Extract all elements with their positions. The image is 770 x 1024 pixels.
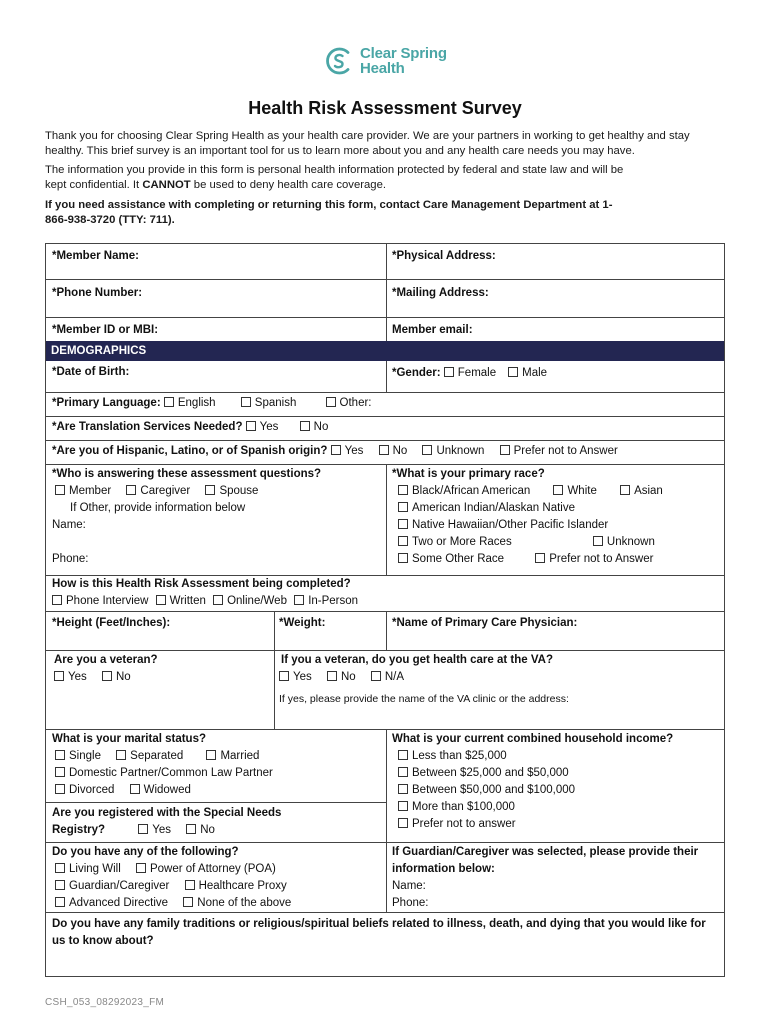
translation-yes-label: Yes <box>259 421 279 433</box>
legal-documents-question <box>52 844 382 912</box>
hispanic-unknown-checkbox[interactable] <box>422 445 432 455</box>
english-checkbox[interactable] <box>164 397 174 407</box>
va-yes-option[interactable] <box>279 671 312 683</box>
documents-proxy-label: Healthcare Proxy <box>198 880 287 892</box>
member-email-field[interactable]: Member email: <box>392 324 473 336</box>
language-label: *Primary Language: <box>52 397 161 409</box>
female-checkbox[interactable] <box>444 367 454 377</box>
documents-living-will-option[interactable] <box>55 863 121 875</box>
income-50k-100k-checkbox[interactable] <box>398 784 408 794</box>
income-less-25k-label: Less than $25,000 <box>412 750 507 762</box>
completion-phone-label: Phone Interview <box>66 595 149 607</box>
va-na-option[interactable] <box>371 671 404 683</box>
income-prefer-not-checkbox[interactable] <box>398 818 408 828</box>
race-unknown-checkbox[interactable] <box>593 536 603 546</box>
marital-married-label: Married <box>220 750 260 762</box>
assistance-contact: If you need assistance with completing or returning this form, contact Care Management Department at 1-866-938-3720 (TTY: 711). <box>45 199 613 226</box>
advanced-directive-checkbox[interactable] <box>55 897 65 907</box>
hispanic-prefer-not-label: Prefer not to Answer <box>513 445 618 457</box>
page-title: Health Risk Assessment Survey <box>248 98 522 118</box>
race-unknown-label: Unknown <box>606 536 655 548</box>
primary-language-question <box>52 395 722 412</box>
other-race-checkbox[interactable] <box>398 553 408 563</box>
race-prefer-not-checkbox[interactable] <box>535 553 545 563</box>
spanish-checkbox[interactable] <box>241 397 251 407</box>
va-no-label: No <box>340 671 356 683</box>
race-american-indian-option[interactable] <box>392 500 722 517</box>
language-spanish-label: Spanish <box>254 397 297 409</box>
language-spanish-option[interactable] <box>241 397 297 409</box>
va-na-label: N/A <box>384 671 405 683</box>
respondent-caregiver-option[interactable] <box>126 485 190 497</box>
race-black-label: Black/African American <box>412 485 531 497</box>
healthcare-proxy-checkbox[interactable] <box>185 880 195 890</box>
marital-divorced-option[interactable] <box>55 784 114 796</box>
race-two-or-more-option[interactable] <box>398 536 512 548</box>
documents-poa-option[interactable] <box>136 863 276 875</box>
income-over-100k-option[interactable] <box>392 799 722 816</box>
respondent-name-field[interactable]: Name: <box>52 519 86 531</box>
income-25k-50k-option[interactable] <box>392 765 722 782</box>
hispanic-unknown-label: Unknown <box>436 445 485 457</box>
hispanic-prefer-not-checkbox[interactable] <box>500 445 510 455</box>
income-over-100k-label: More than $100,000 <box>412 801 515 813</box>
marital-married-option[interactable] <box>206 750 259 762</box>
race-unknown-option[interactable] <box>593 536 655 548</box>
completion-in-person-option[interactable] <box>294 595 358 607</box>
marital-domestic-partner-label: Domestic Partner/Common Law Partner <box>69 767 273 779</box>
veteran-no-checkbox[interactable] <box>102 671 112 681</box>
veteran-yes-checkbox[interactable] <box>54 671 64 681</box>
completion-written-option[interactable] <box>156 595 206 607</box>
divorced-checkbox[interactable] <box>55 784 65 794</box>
brand-logo-icon <box>323 45 355 77</box>
race-prefer-not-label: Prefer not to Answer <box>549 553 654 565</box>
race-prefer-not-option[interactable] <box>535 553 653 565</box>
race-american-indian-label: American Indian/Alaskan Native <box>412 502 575 514</box>
hra-form-table <box>45 243 725 977</box>
date-of-birth-field[interactable]: *Date of Birth: <box>52 366 130 378</box>
respondent-phone-field[interactable]: Phone: <box>52 553 89 565</box>
completion-written-label: Written <box>169 595 206 607</box>
documents-label: Do you have any of the following? <box>52 846 239 858</box>
other-language-checkbox[interactable] <box>326 397 336 407</box>
respondent-label: *Who is answering these assessment questions? <box>52 468 322 480</box>
domestic-partner-checkbox[interactable] <box>55 767 65 777</box>
male-checkbox[interactable] <box>508 367 518 377</box>
race-black-option[interactable] <box>398 485 530 497</box>
special-needs-label: Are you registered with the Special Needs <box>52 807 282 819</box>
power-of-attorney-checkbox[interactable] <box>136 863 146 873</box>
documents-guardian-label: Guardian/Caregiver <box>69 880 170 892</box>
intro-p2-emphasis: CANNOT <box>142 178 191 191</box>
veteran-yes-option[interactable] <box>54 671 87 683</box>
income-prefer-not-option[interactable] <box>392 816 722 833</box>
hispanic-label: *Are you of Hispanic, Latino, or of Spanish origin? <box>52 445 328 457</box>
primary-care-physician-field[interactable]: *Name of Primary Care Physician: <box>392 617 578 629</box>
documents-advanced-directive-label: Advanced Directive <box>69 897 169 909</box>
in-person-checkbox[interactable] <box>294 595 304 605</box>
separated-checkbox[interactable] <box>116 750 126 760</box>
special-needs-yes-option[interactable] <box>138 824 171 836</box>
va-clinic-field[interactable]: If yes, please provide the name of the VA clinic or the address: <box>279 693 569 705</box>
mailing-address-field[interactable]: *Mailing Address: <box>392 287 489 299</box>
intro-paragraph-2 <box>45 163 645 192</box>
traditions-beliefs-field[interactable]: Do you have any family traditions or religious/spiritual beliefs related to illness, death, and dying that you would like for us to know about? <box>52 918 706 947</box>
brand-name <box>360 46 447 76</box>
pacific-islander-checkbox[interactable] <box>398 519 408 529</box>
marital-status-question <box>52 731 382 799</box>
none-checkbox[interactable] <box>183 897 193 907</box>
race-asian-label: Asian <box>634 485 663 497</box>
va-care-question <box>279 652 719 708</box>
documents-none-option[interactable] <box>183 897 291 909</box>
living-will-checkbox[interactable] <box>55 863 65 873</box>
respondent-spouse-option[interactable] <box>205 485 258 497</box>
race-asian-option[interactable] <box>620 485 663 497</box>
income-prefer-not-label: Prefer not to answer <box>412 818 516 830</box>
documents-proxy-option[interactable] <box>185 880 287 892</box>
va-no-option[interactable] <box>327 671 356 683</box>
completion-phone-option[interactable] <box>52 595 148 607</box>
veteran-no-option[interactable] <box>102 671 131 683</box>
hispanic-prefer-not-option[interactable] <box>500 445 618 457</box>
income-label: What is your current combined household income? <box>392 733 674 745</box>
race-question <box>392 466 722 568</box>
translation-label: *Are Translation Services Needed? <box>52 421 243 433</box>
intro-p2-text: The information you provide in this form is personal health information protected by federal and state law and will be kept confidential. It <box>45 164 624 191</box>
documents-none-label: None of the above <box>197 897 292 909</box>
hispanic-yes-label: Yes <box>344 445 364 457</box>
gender-male-option[interactable] <box>508 367 547 379</box>
language-english-option[interactable] <box>164 397 216 409</box>
member-checkbox[interactable] <box>55 485 65 495</box>
respondent-member-option[interactable] <box>55 485 111 497</box>
marital-label: What is your marital status? <box>52 733 207 745</box>
language-other-label: Other: <box>339 397 372 409</box>
special-needs-question <box>52 805 382 839</box>
va-no-checkbox[interactable] <box>327 671 337 681</box>
two-or-more-checkbox[interactable] <box>398 536 408 546</box>
phone-number-field[interactable]: *Phone Number: <box>52 287 143 299</box>
completion-label: How is this Health Risk Assessment being completed? <box>52 578 351 590</box>
marital-separated-label: Separated <box>130 750 184 762</box>
height-field[interactable]: *Height (Feet/Inches): <box>52 617 171 629</box>
spouse-checkbox[interactable] <box>205 485 215 495</box>
gender-label: *Gender: <box>392 367 441 379</box>
respondent-member-label: Member <box>69 485 112 497</box>
household-income-question <box>392 731 722 833</box>
documents-guardian-option[interactable] <box>55 880 169 892</box>
respondent-spouse-label: Spouse <box>219 485 259 497</box>
single-checkbox[interactable] <box>55 750 65 760</box>
married-checkbox[interactable] <box>206 750 216 760</box>
guardian-info-label: If Guardian/Caregiver was selected, please provide their information below: <box>392 846 699 875</box>
special-needs-yes-label: Yes <box>152 824 172 836</box>
special-needs-no-label: No <box>200 824 215 836</box>
va-na-checkbox[interactable] <box>371 671 381 681</box>
respondent-caregiver-label: Caregiver <box>140 485 191 497</box>
member-id-field[interactable]: *Member ID or MBI: <box>52 324 159 336</box>
completion-online-option[interactable] <box>213 595 287 607</box>
hispanic-yes-checkbox[interactable] <box>331 445 341 455</box>
marital-widowed-label: Widowed <box>143 784 191 796</box>
gender-female-option[interactable] <box>444 367 496 379</box>
race-white-label: White <box>567 485 597 497</box>
translation-question <box>52 419 722 436</box>
guardian-caregiver-checkbox[interactable] <box>55 880 65 890</box>
special-needs-yes-checkbox[interactable] <box>138 824 148 834</box>
race-other-option[interactable] <box>398 553 504 565</box>
form-code: CSH_053_08292023_FM <box>45 997 165 1008</box>
marital-domestic-partner-option[interactable] <box>52 765 382 782</box>
translation-yes-checkbox[interactable] <box>246 421 256 431</box>
language-other-option[interactable] <box>326 397 372 409</box>
race-other-label: Some Other Race <box>412 553 505 565</box>
special-needs-no-checkbox[interactable] <box>186 824 196 834</box>
hispanic-question <box>52 443 722 460</box>
hispanic-yes-option[interactable] <box>331 445 364 457</box>
phone-interview-checkbox[interactable] <box>52 595 62 605</box>
hispanic-no-label: No <box>392 445 408 457</box>
veteran-label: Are you a veteran? <box>54 654 158 666</box>
special-needs-no-option[interactable] <box>186 824 215 836</box>
veteran-no-label: No <box>115 671 131 683</box>
income-less-25k-option[interactable] <box>392 748 722 765</box>
documents-advanced-directive-option[interactable] <box>55 897 168 909</box>
documents-poa-label: Power of Attorney (POA) <box>149 863 276 875</box>
va-yes-label: Yes <box>293 671 312 683</box>
physical-address-field[interactable]: *Physical Address: <box>392 250 496 262</box>
black-checkbox[interactable] <box>398 485 408 495</box>
marital-single-label: Single <box>69 750 101 762</box>
american-indian-checkbox[interactable] <box>398 502 408 512</box>
respondent-question <box>52 466 382 568</box>
translation-no-label: No <box>313 421 329 433</box>
clear-spring-health-logo <box>323 45 453 79</box>
marital-separated-option[interactable] <box>116 750 183 762</box>
guardian-info-section <box>392 844 718 912</box>
completion-online-label: Online/Web <box>227 595 287 607</box>
income-less-25k-checkbox[interactable] <box>398 750 408 760</box>
translation-yes-option[interactable] <box>246 421 279 433</box>
asian-checkbox[interactable] <box>620 485 630 495</box>
weight-field[interactable]: *Weight: <box>279 617 326 629</box>
special-needs-label-2: Registry? <box>52 824 106 836</box>
intro-paragraph-1: Thank you for choosing Clear Spring Health as your health care provider. We are your partners in working to get healthy and stay healthy. This brief survey is an important tool for us to learn more about you and any health care needs you may have. <box>45 130 690 157</box>
brand-line-1: Clear Spring <box>360 45 447 62</box>
brand-line-2: Health <box>360 60 405 77</box>
gender-male-label: Male <box>522 367 548 379</box>
income-50k-100k-option[interactable] <box>392 782 722 799</box>
income-25k-50k-label: Between $25,000 and $50,000 <box>412 767 569 779</box>
widowed-checkbox[interactable] <box>130 784 140 794</box>
guardian-phone-field[interactable]: Phone: <box>392 897 429 909</box>
hispanic-unknown-option[interactable] <box>422 445 484 457</box>
income-25k-50k-checkbox[interactable] <box>398 767 408 777</box>
translation-no-checkbox[interactable] <box>300 421 310 431</box>
race-pacific-islander-label: Native Hawaiian/Other Pacific Islander <box>412 519 609 531</box>
race-two-or-more-label: Two or More Races <box>412 536 512 548</box>
income-over-100k-checkbox[interactable] <box>398 801 408 811</box>
veteran-yes-label: Yes <box>68 671 87 683</box>
caregiver-checkbox[interactable] <box>126 485 136 495</box>
income-50k-100k-label: Between $50,000 and $100,000 <box>412 784 576 796</box>
respondent-other-note: If Other, provide information below <box>70 502 246 514</box>
marital-widowed-option[interactable] <box>130 784 191 796</box>
gender-female-label: Female <box>457 367 497 379</box>
demographics-header: DEMOGRAPHICS <box>46 341 724 361</box>
translation-no-option[interactable] <box>300 421 329 433</box>
online-web-checkbox[interactable] <box>213 595 223 605</box>
member-name-field[interactable]: *Member Name: <box>52 250 139 262</box>
gender-question <box>392 365 559 382</box>
completion-in-person-label: In-Person <box>308 595 359 607</box>
race-pacific-islander-option[interactable] <box>392 517 722 534</box>
marital-divorced-label: Divorced <box>69 784 115 796</box>
hispanic-no-option[interactable] <box>379 445 408 457</box>
va-yes-checkbox[interactable] <box>279 671 289 681</box>
marital-single-option[interactable] <box>55 750 101 762</box>
documents-living-will-label: Living Will <box>69 863 121 875</box>
race-white-option[interactable] <box>553 485 596 497</box>
written-checkbox[interactable] <box>156 595 166 605</box>
hispanic-no-checkbox[interactable] <box>379 445 389 455</box>
intro-p2-end: be used to deny health care coverage. <box>190 178 386 191</box>
veteran-question <box>54 652 269 686</box>
language-english-label: English <box>177 397 216 409</box>
race-label: *What is your primary race? <box>392 468 545 480</box>
white-checkbox[interactable] <box>553 485 563 495</box>
va-care-label: If you a veteran, do you get health care at the VA? <box>281 654 554 666</box>
completion-method-question <box>52 576 722 610</box>
guardian-name-field[interactable]: Name: <box>392 880 426 892</box>
